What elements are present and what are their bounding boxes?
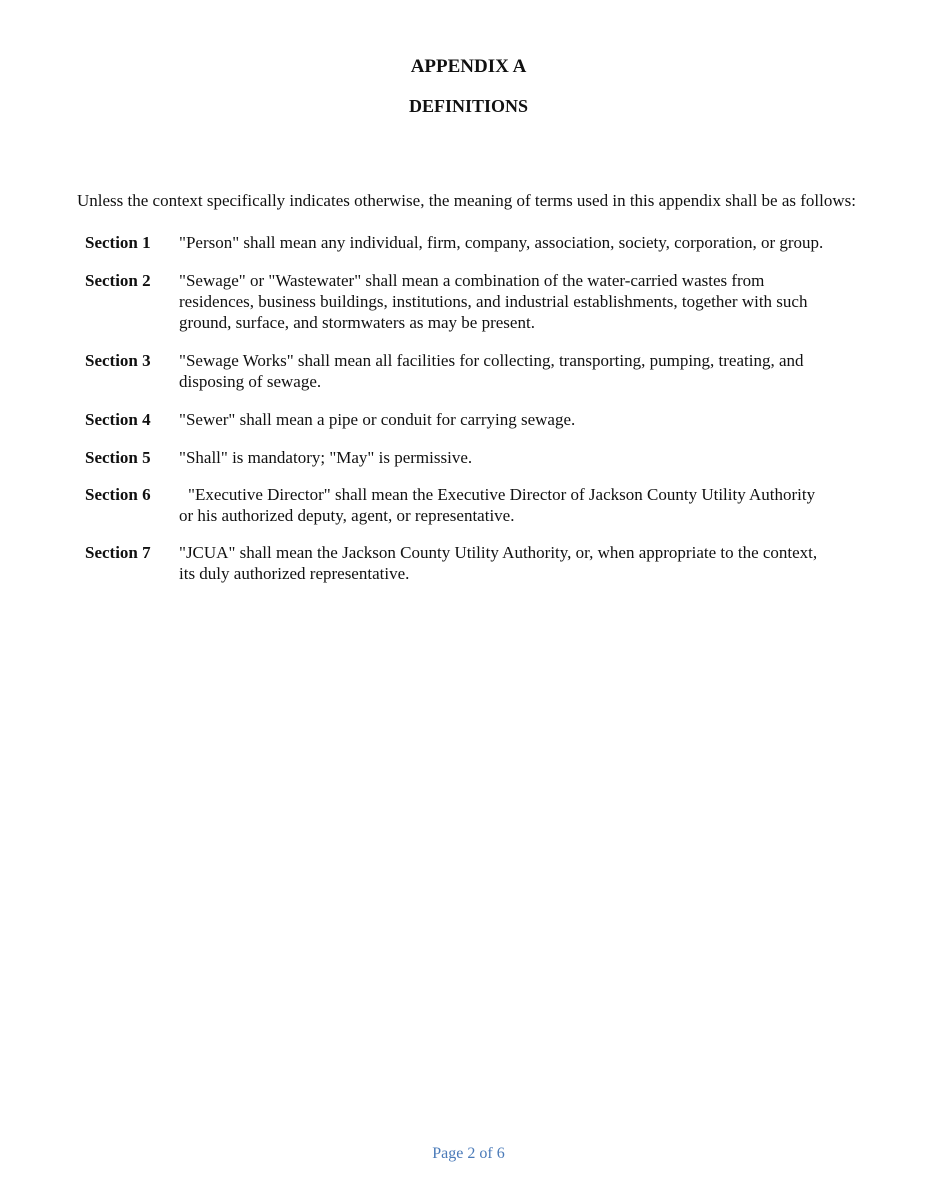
- section-text: "Sewer" shall mean a pipe or conduit for carrying sewage.: [179, 410, 576, 429]
- section-label: Section 2: [85, 271, 151, 290]
- section-item-3: [85, 350, 830, 392]
- section-label: Section 1: [85, 233, 151, 252]
- section-text: "Shall" is mandatory; "May" is permissive.: [179, 448, 473, 467]
- section-label: Section 4: [85, 410, 151, 429]
- page-title: APPENDIX A: [410, 56, 527, 77]
- section-item-1: [85, 232, 830, 253]
- section-label: Section 3: [85, 351, 151, 370]
- intro-paragraph: Unless the context specifically indicates otherwise, the meaning of terms used in this appendix shall be as follows:: [77, 191, 856, 210]
- section-label: Section 6: [85, 485, 151, 504]
- section-text: "Sewage" or "Wastewater" shall mean a combination of the water-carried wastes from residences, business buildings, institutions, and industrial establishments, together with such ground, surface, and stormwaters as may be present.: [179, 271, 808, 332]
- section-item-7: [85, 542, 830, 584]
- section-text: "Executive Director" shall mean the Executive Director of Jackson County Utility Authority or his authorized deputy, agent, or representative.: [179, 485, 816, 525]
- page-footer: Page 2 of 6: [432, 1145, 505, 1162]
- section-label: Section 7: [85, 543, 151, 562]
- section-list: [85, 232, 830, 584]
- section-item-6: [85, 484, 830, 526]
- section-item-2: [85, 270, 830, 333]
- page-subtitle: DEFINITIONS: [408, 96, 529, 116]
- section-text: "JCUA" shall mean the Jackson County Utility Authority, or, when appropriate to the context, its duly authorized representative.: [179, 543, 818, 583]
- section-item-5: [85, 447, 830, 468]
- section-item-4: [85, 409, 830, 430]
- section-label: Section 5: [85, 448, 151, 467]
- section-text: "Person" shall mean any individual, firm, company, association, society, corporation, or group.: [179, 233, 824, 252]
- section-text: "Sewage Works" shall mean all facilities for collecting, transporting, pumping, treating, and disposing of sewage.: [179, 351, 804, 391]
